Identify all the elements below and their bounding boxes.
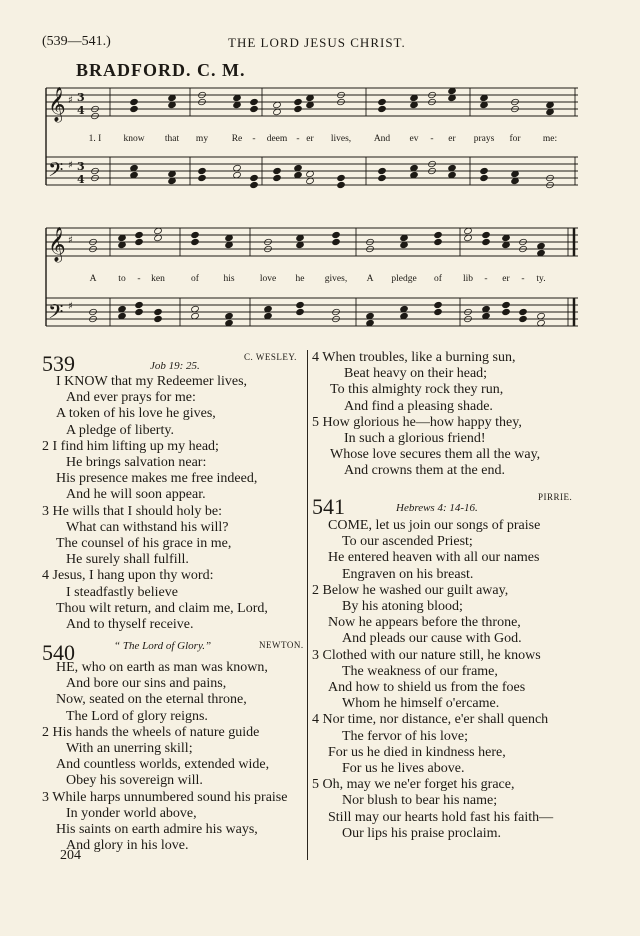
verse-line: 4 When troubles, like a burning sun, <box>312 350 516 365</box>
notehead <box>378 105 387 112</box>
verse-line: He entered heaven with all our names <box>328 550 540 566</box>
page-number: 204 <box>60 848 81 863</box>
verse-line: His presence makes me free indeed, <box>56 471 258 487</box>
notehead <box>154 315 163 322</box>
lyric-syllable: deem <box>266 134 288 144</box>
notehead <box>482 238 491 245</box>
lyric-syllable: pledge <box>391 274 417 284</box>
verse-line: 4 Nor time, nor distance, e'er shall quench <box>312 712 549 728</box>
verse-line: Beat heavy on their head; <box>344 366 488 382</box>
svg-text:4: 4 <box>77 104 85 117</box>
verse-line: The counsel of his grace in me, <box>56 536 232 552</box>
verse-line: Still may our hearts hold fast his faith— <box>328 809 554 825</box>
hymn-number-540: 540 <box>42 640 75 665</box>
notehead <box>378 167 387 174</box>
notehead <box>273 167 282 174</box>
verse-line: His saints on earth admire his ways, <box>56 822 258 838</box>
lyric-syllable: - <box>521 274 525 284</box>
scripture-reference: Hebrews 4: 14-16. <box>396 502 478 514</box>
notehead <box>378 98 387 105</box>
verse-line: And glory in his love. <box>66 838 189 854</box>
lyric-syllable: And <box>373 134 391 144</box>
verse-line: Thou wilt return, and claim me, Lord, <box>56 600 268 616</box>
notehead <box>191 231 200 238</box>
lyric-syllable: - <box>430 134 434 144</box>
verse-line: Obey his sovereign will. <box>66 773 203 789</box>
verse-line: 3 Clothed with our nature still, he knows <box>312 647 541 663</box>
verse-line: Whom he himself o'ercame. <box>342 696 500 712</box>
column-divider <box>307 350 308 860</box>
lyric-syllable: 1. I <box>88 134 102 144</box>
lyric-syllable: - <box>252 134 256 144</box>
lyric-syllable: love <box>259 274 277 284</box>
svg-text:3: 3 <box>77 91 85 104</box>
verse-line: In such a glorious friend! <box>344 431 486 447</box>
verse-line: Whose love secures them all the way, <box>330 447 541 463</box>
verse-line: The weakness of our frame, <box>342 663 498 679</box>
verse-line: And ever prays for me: <box>66 390 196 406</box>
scripture-reference: “ The Lord of Glory.” <box>114 640 212 652</box>
notehead <box>250 181 259 188</box>
verse-line: I KNOW that my Redeemer lives, <box>56 374 248 389</box>
hymn-number-539: 539 <box>42 351 75 376</box>
notehead <box>332 231 341 238</box>
verse-line: And find a pleasing shade. <box>344 398 493 414</box>
bass-clef: 𝄢 <box>48 158 64 186</box>
lyric-syllable: - <box>296 134 300 144</box>
lyric-syllable: he <box>295 274 305 284</box>
verse-line: By his atoning blood; <box>342 599 463 615</box>
verse-line: He surely shall fulfill. <box>66 552 189 568</box>
lyric-syllable: to <box>118 274 126 284</box>
notehead <box>294 98 303 105</box>
notehead <box>135 301 144 308</box>
svg-text:4: 4 <box>77 173 85 186</box>
verse-line: 2 His hands the wheels of nature guide <box>42 724 260 740</box>
lyric-syllable: A <box>89 274 97 284</box>
notehead <box>294 105 303 112</box>
hymn-author: NEWTON. <box>259 640 304 650</box>
lyric-syllable: lives, <box>330 134 352 144</box>
verse-line: The fervor of his love; <box>342 728 468 744</box>
svg-text:♯: ♯ <box>68 160 73 171</box>
lyric-syllable: ev <box>409 134 419 144</box>
lyric-syllable: lib <box>462 274 474 284</box>
page-title: THE LORD JESUS CHRIST. <box>228 35 406 50</box>
svg-text:3: 3 <box>77 160 85 173</box>
lyric-syllable: that <box>164 134 180 144</box>
notehead <box>502 301 511 308</box>
hymn-range: (539—541.) <box>42 34 111 49</box>
notehead <box>130 105 139 112</box>
verse-line: Engraven on his breast. <box>342 566 474 582</box>
verse-line: 3 While harps unnumbered sound his praise <box>42 789 288 805</box>
lyric-syllable: ken <box>151 274 165 284</box>
svg-text:♯: ♯ <box>68 95 73 106</box>
notehead <box>250 98 259 105</box>
svg-text:♯: ♯ <box>68 235 73 246</box>
verse-line: HE, who on earth as man was known, <box>56 660 268 675</box>
svg-text:𝄞: 𝄞 <box>48 227 66 262</box>
verse-line: 5 Oh, may we ne'er forget his grace, <box>312 777 515 793</box>
notehead <box>273 174 282 181</box>
notehead <box>337 181 346 188</box>
lyric-syllable: A <box>366 274 374 284</box>
lyric-syllable: know <box>123 134 145 144</box>
verse-line: For us he lives above. <box>342 761 465 777</box>
verse-line: Nor blush to bear his name; <box>342 793 498 809</box>
notehead <box>378 174 387 181</box>
lyric-syllable: of <box>191 274 199 284</box>
notehead <box>135 231 144 238</box>
verse-line: A pledge of liberty. <box>66 422 174 438</box>
verse-line: Now he appears before the throne, <box>328 615 521 631</box>
notehead <box>154 308 163 315</box>
tune-name: BRADFORD. C. M. <box>76 60 246 80</box>
verse-line: 2 Below he washed our guilt away, <box>312 582 509 598</box>
verse-line: Now, seated on the eternal throne, <box>56 692 247 708</box>
verse-line: A token of his love he gives, <box>56 406 216 422</box>
notehead <box>434 238 443 245</box>
lyric-syllable: - <box>484 274 488 284</box>
lyric-syllable: er <box>306 134 314 144</box>
notehead <box>135 308 144 315</box>
hymn-number-541: 541 <box>312 494 345 519</box>
verse-line: In yonder world above, <box>66 805 197 821</box>
verse-line: And pleads our cause with God. <box>342 631 522 647</box>
sheet-music <box>0 0 640 340</box>
verse-line: With an unerring skill; <box>66 741 193 757</box>
lyric-syllable: prays <box>473 134 495 144</box>
notehead <box>250 174 259 181</box>
verse-line: Our lips his praise proclaim. <box>342 825 502 841</box>
verse-line: And he will soon appear. <box>66 487 206 503</box>
notehead <box>198 167 207 174</box>
notehead <box>191 238 200 245</box>
notehead <box>519 308 528 315</box>
notehead <box>296 308 305 315</box>
verse-line: What can withstand his will? <box>66 519 229 535</box>
notehead <box>519 315 528 322</box>
notehead <box>135 238 144 245</box>
verse-line: To our ascended Priest; <box>342 534 473 550</box>
verse-line: COME, let us join our songs of praise <box>328 518 541 533</box>
lyric-syllable: of <box>434 274 442 284</box>
notehead <box>130 98 139 105</box>
lyric-syllable: ty. <box>536 274 546 284</box>
verse-line: And countless worlds, extended wide, <box>56 757 270 773</box>
hymn-539-continued-text <box>312 350 540 480</box>
lyrics-line-2 <box>0 274 640 288</box>
treble-clef: 𝄞 <box>48 87 66 122</box>
verse-line: And to thyself receive. <box>66 617 194 633</box>
verse-line: The Lord of glory reigns. <box>66 708 208 724</box>
hymn-author: C. WESLEY. <box>244 352 297 362</box>
lyric-syllable: Re <box>231 134 243 144</box>
verse-line: 4 Jesus, I hang upon thy word: <box>42 568 214 584</box>
notehead <box>198 174 207 181</box>
verse-line: 5 How glorious he—how happy they, <box>312 414 522 430</box>
notehead <box>480 174 489 181</box>
verse-line: I steadfastly believe <box>66 584 178 600</box>
notehead <box>296 301 305 308</box>
verse-line: And crowns them at the end. <box>344 463 505 479</box>
lyric-syllable: me: <box>542 134 558 144</box>
notehead <box>250 105 259 112</box>
lyric-syllable: for <box>509 134 521 144</box>
lyric-syllable: gives, <box>324 274 348 284</box>
hymn-539-text <box>42 374 268 633</box>
hymn-author: PIRRIE. <box>538 492 573 502</box>
verse-line: 2 I find him lifting up my head; <box>42 438 219 454</box>
lyric-syllable: er <box>448 134 456 144</box>
svg-text:♯: ♯ <box>68 301 73 312</box>
lyric-syllable: - <box>137 274 141 284</box>
lyric-syllable: er <box>502 274 510 284</box>
verse-line: To this almighty rock they run, <box>330 382 504 398</box>
verse-line: And how to shield us from the foes <box>328 680 526 696</box>
verse-line: For us he died in kindness here, <box>328 744 506 760</box>
lyric-syllable: my <box>195 134 209 144</box>
notehead <box>480 167 489 174</box>
verse-line: He brings salvation near: <box>66 455 207 471</box>
hymn-540-text <box>42 660 287 854</box>
verse-line: 3 He wills that I should holy be: <box>42 503 223 519</box>
svg-text:𝄢: 𝄢 <box>48 300 64 328</box>
notehead <box>337 174 346 181</box>
verse-line: And bore our sins and pains, <box>66 676 227 692</box>
staff-2-treble <box>46 228 578 256</box>
staff-2-bass <box>46 298 578 326</box>
lyric-syllable: his <box>223 274 235 284</box>
notehead <box>434 231 443 238</box>
lyrics-line-1 <box>0 134 640 148</box>
scripture-reference: Job 19: 25. <box>150 360 200 372</box>
notehead <box>502 308 511 315</box>
notehead <box>332 238 341 245</box>
hymn-541-text <box>312 518 553 842</box>
notehead <box>434 308 443 315</box>
notehead <box>482 231 491 238</box>
notehead <box>434 301 443 308</box>
